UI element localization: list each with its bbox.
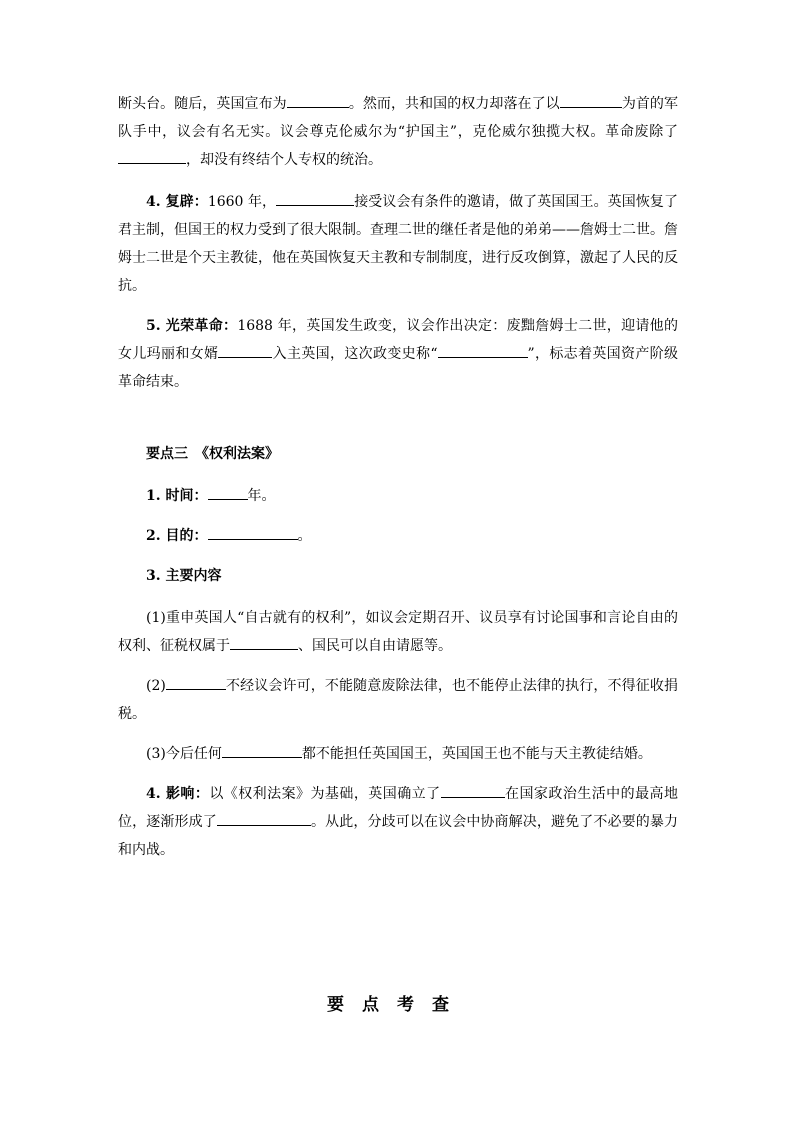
item-label: 4. 影响： <box>146 786 210 802</box>
text: 、国民可以自由请愿等。 <box>298 638 452 654</box>
text: 1688 年，英国发生政变，议会作出决定：废黜詹姆士二世，迎请他的女儿玛丽和女婿 <box>118 318 678 362</box>
fill-blank[interactable] <box>166 675 226 690</box>
text: 。然而，共和国的权力却落在了以 <box>348 96 560 112</box>
item-label: 1. 时间： <box>146 488 208 504</box>
item-time <box>118 482 678 510</box>
text: (2) <box>146 678 166 694</box>
fill-blank[interactable] <box>276 191 354 206</box>
paragraph-republic <box>118 90 678 174</box>
item-main-content: 3. 主要内容 <box>146 568 222 584</box>
item-label: 2. 目的： <box>146 528 208 544</box>
fill-blank[interactable] <box>438 343 528 358</box>
text: 都不能担任英国国王，英国国王也不能与天主教徒结婚。 <box>301 746 652 762</box>
text: 。从此，分歧可以在议会中协商解决，避免了不必要的暴力和内战。 <box>118 814 679 858</box>
fill-blank[interactable] <box>208 485 248 500</box>
paragraph-restoration <box>118 188 678 300</box>
fill-blank[interactable] <box>208 525 298 540</box>
text: ”，标志着英国资产阶级革命结束。 <box>118 346 678 390</box>
text: 年。 <box>247 488 276 504</box>
fill-blank[interactable] <box>560 93 622 108</box>
content-clause-3 <box>118 740 678 768</box>
text: 。 <box>297 528 312 544</box>
content-clause-2 <box>118 672 678 728</box>
fill-blank[interactable] <box>118 149 186 164</box>
text: 断头台。随后，英国宣布为 <box>118 96 287 112</box>
paragraph-glorious-revolution <box>118 312 678 396</box>
item-influence <box>118 780 678 864</box>
text: 以《权利法案》为基础，英国确立了 <box>209 786 441 802</box>
item-label: 5. 光荣革命： <box>146 318 238 334</box>
item-purpose <box>118 522 678 550</box>
text: (3)今后任何 <box>146 746 222 762</box>
item-label: 4. 复辟： <box>146 194 208 210</box>
fill-blank[interactable] <box>222 743 302 758</box>
content-clause-1 <box>118 604 678 660</box>
fill-blank[interactable] <box>218 343 272 358</box>
fill-blank[interactable] <box>217 811 311 826</box>
fill-blank[interactable] <box>441 783 505 798</box>
text: 接受议会有条件的邀请，做了英国国王。英国恢复了君主制，但国王的权力受到了很大限制。查理二世的继任者是他的弟弟——詹姆士二世。詹姆士二世是个天主教徒，他在英国恢复天主教和专制制度，进行反攻倒算，激起了人民的反抗。 <box>118 194 678 294</box>
text: 为首的军队手中，议会有名无实。议会尊克伦威尔为“护国主”，克伦威尔独揽大权。革命废除了 <box>118 96 678 140</box>
fill-blank[interactable] <box>287 93 349 108</box>
text: 不经议会许可，不能随意废除法律，也不能停止法律的执行，不得征收捐税。 <box>118 678 678 722</box>
text: ，却没有终结个人专权的统治。 <box>186 152 382 168</box>
text: 入主英国，这次政变史称“ <box>272 346 438 362</box>
fill-blank[interactable] <box>230 635 298 650</box>
text: (1)重申英国人“自古就有的权利”，如议会定期召开、议员享有讨论国事和言论自由的权利、征税权属于 <box>118 610 678 654</box>
text: 在国家政治生活中的最高地位，逐渐形成了 <box>118 786 678 830</box>
text: 1660 年， <box>207 194 277 210</box>
section-heading: 要点考查 <box>327 995 467 1015</box>
section-title: 要点三 《权利法案》 <box>146 446 279 462</box>
